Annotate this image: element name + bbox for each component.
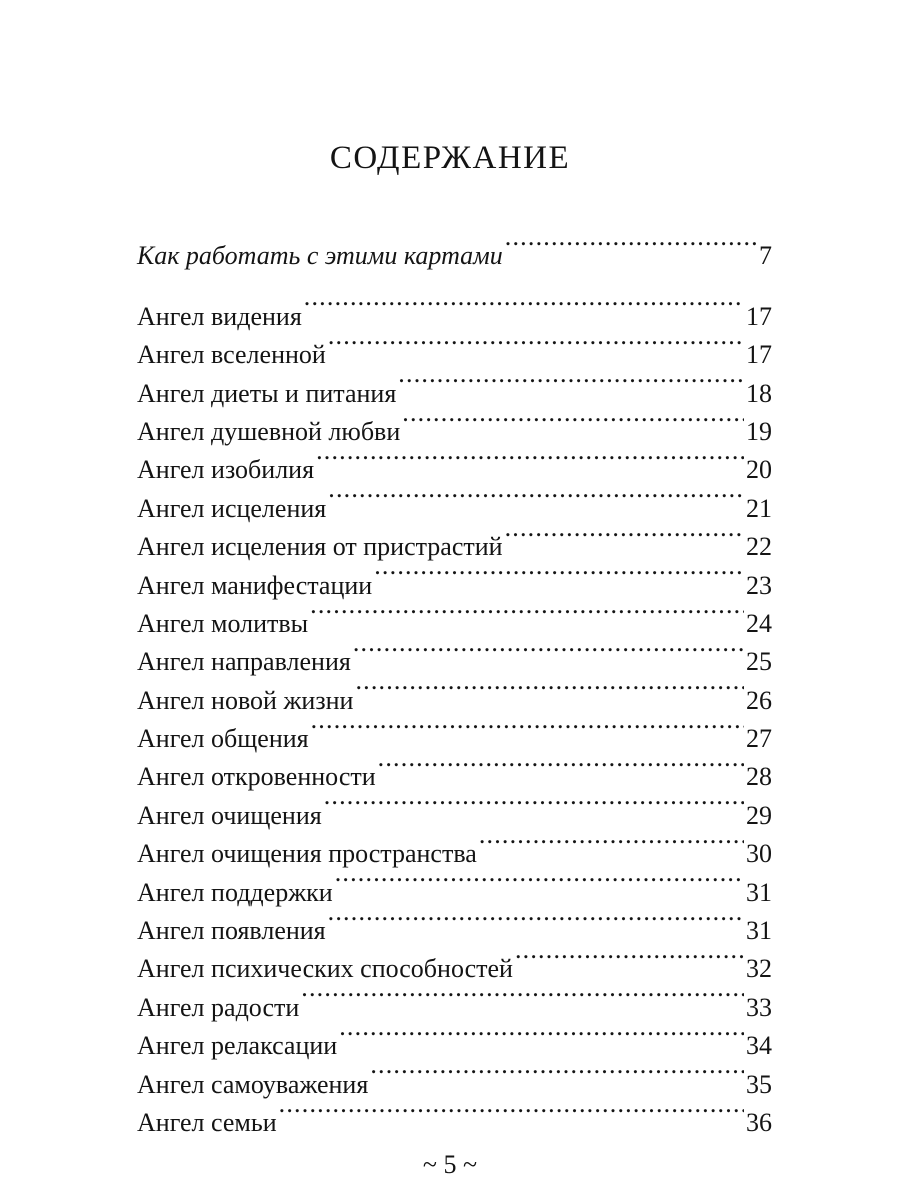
toc-entry-label: Ангел очищения	[137, 800, 322, 830]
dot-leader	[353, 632, 744, 670]
toc-entry-page: 34	[746, 1031, 772, 1061]
dot-leader	[279, 1093, 744, 1131]
toc-entry-label: Ангел общения	[137, 724, 309, 754]
toc-entry-page: 24	[746, 608, 772, 638]
toc-entry-page: 26	[746, 685, 772, 715]
dot-leader	[398, 363, 744, 401]
dot-leader	[374, 555, 744, 593]
dot-leader	[328, 901, 744, 939]
toc-entry-page: 23	[746, 570, 772, 600]
dot-leader	[402, 402, 744, 440]
toc-entry-page: 30	[746, 839, 772, 869]
toc-entry-label: Ангел молитвы	[137, 608, 309, 638]
dot-leader	[328, 325, 744, 363]
toc-entry-label: Ангел самоуважения	[137, 1069, 369, 1099]
dot-leader	[355, 670, 744, 708]
toc-entry-label: Ангел релаксации	[137, 1031, 338, 1061]
page-number: ~ 5 ~	[422, 1150, 478, 1179]
toc-entry-label: Ангел исцеления от пристрастий	[137, 532, 503, 562]
toc-entry-label: Ангел манифестации	[137, 570, 373, 600]
toc-entry-page: 21	[746, 493, 772, 523]
toc-entry-page: 18	[746, 378, 772, 408]
table-of-contents	[137, 226, 772, 1137]
toc-entry-page: 20	[746, 455, 772, 485]
toc-entry-page: 7	[759, 241, 772, 271]
toc-entry-page: 17	[746, 340, 772, 370]
toc-entry-page: 32	[746, 954, 772, 984]
dot-leader	[505, 226, 757, 264]
dot-leader	[339, 1016, 744, 1054]
dot-leader	[328, 478, 744, 516]
dot-leader	[515, 939, 744, 977]
toc-entry-label: Ангел диеты и питания	[137, 378, 397, 408]
toc-entry-page: 28	[746, 762, 772, 792]
toc-entry-page: 19	[746, 416, 772, 446]
toc-entry-label: Как работать с этими картами	[137, 241, 503, 271]
toc-entry-label: Ангел новой жизни	[137, 685, 354, 715]
toc-entry-page: 17	[746, 301, 772, 331]
toc-entry-page: 29	[746, 800, 772, 830]
toc-entry-label: Ангел вселенной	[137, 340, 326, 370]
toc-entry-label: Ангел видения	[137, 301, 302, 331]
dot-leader	[324, 785, 744, 823]
dot-leader	[301, 977, 744, 1015]
toc-entry-label: Ангел психических способностей	[137, 954, 513, 984]
toc-entry-label: Ангел семьи	[137, 1107, 277, 1137]
dot-leader	[378, 747, 744, 785]
toc-entry-label: Ангел изобилия	[137, 455, 315, 485]
toc-entry-page: 27	[746, 724, 772, 754]
toc-entry-page: 25	[746, 647, 772, 677]
toc-entry-label: Ангел очищения пространства	[137, 839, 477, 869]
dot-leader	[505, 517, 744, 555]
dot-leader	[370, 1054, 744, 1092]
toc-entry-intro[interactable]	[137, 226, 772, 271]
dot-leader	[479, 824, 744, 862]
toc-entry-list	[137, 286, 772, 1137]
toc-entry-page: 31	[746, 916, 772, 946]
dot-leader	[335, 862, 744, 900]
toc-entry-label: Ангел душевной любви	[137, 416, 401, 446]
page-title: СОДЕРЖАНИЕ	[329, 140, 571, 176]
toc-entry-label: Ангел направления	[137, 647, 351, 677]
toc-entry-page: 22	[746, 532, 772, 562]
dot-leader	[304, 286, 744, 324]
dot-leader	[316, 440, 744, 478]
toc-entry-page: 31	[746, 877, 772, 907]
toc-entry-label: Ангел радости	[137, 992, 300, 1022]
toc-entry-page: 35	[746, 1069, 772, 1099]
toc-entry[interactable]	[137, 286, 772, 331]
toc-entry-label: Ангел появления	[137, 916, 326, 946]
dot-leader	[310, 594, 744, 632]
toc-entry-label: Ангел поддержки	[137, 877, 333, 907]
toc-entry-page: 33	[746, 992, 772, 1022]
toc-entry-label: Ангел исцеления	[137, 493, 327, 523]
dot-leader	[311, 709, 744, 747]
toc-entry-page: 36	[746, 1107, 772, 1137]
toc-entry-label: Ангел откровенности	[137, 762, 376, 792]
